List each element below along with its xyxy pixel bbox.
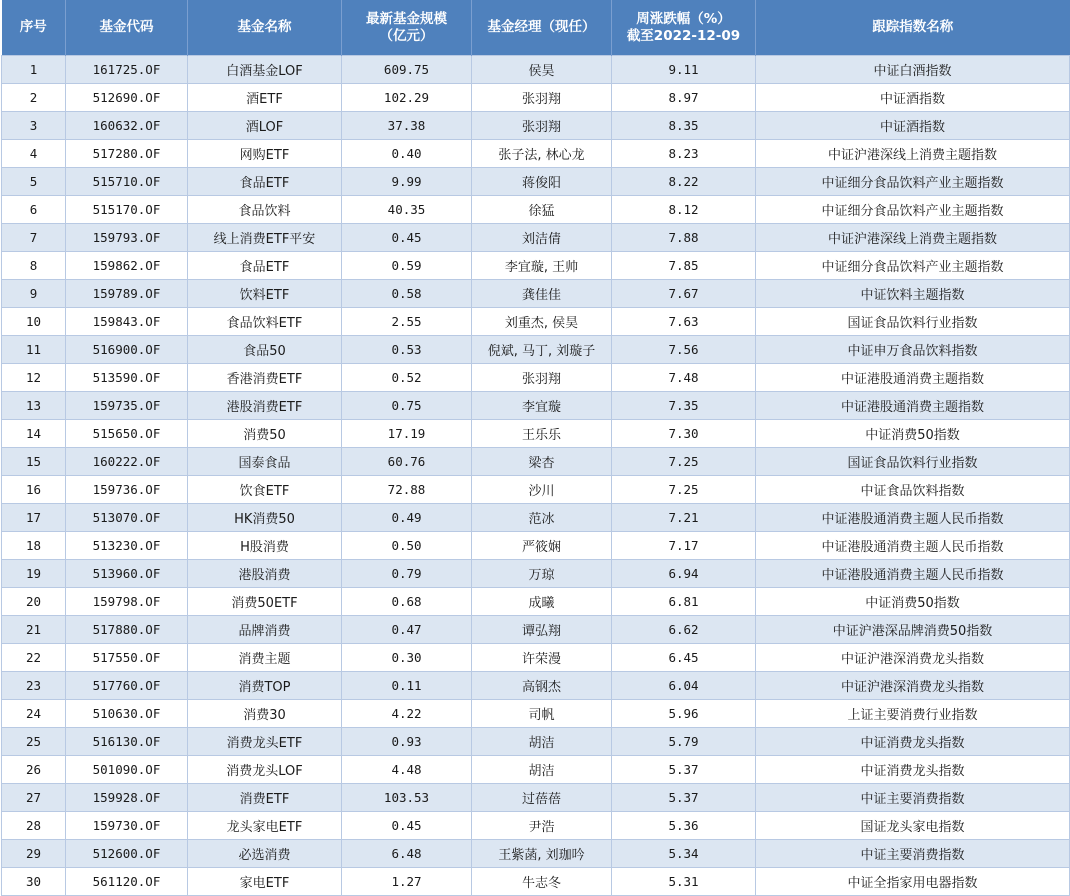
table-row <box>2 420 1070 448</box>
cell-fund-manager: 张子法, 林心龙 <box>472 140 612 168</box>
cell-fund-code: 160222.OF <box>66 448 188 476</box>
header-index <box>756 0 1070 56</box>
cell-tracking-index: 中证沪港深线上消费主题指数 <box>756 224 1070 252</box>
table-body <box>2 56 1070 896</box>
cell-fund-name: 品牌消费 <box>188 616 342 644</box>
cell-tracking-index: 中证沪港深消费龙头指数 <box>756 672 1070 700</box>
table-row <box>2 700 1070 728</box>
cell-seq: 20 <box>2 588 66 616</box>
table-row <box>2 756 1070 784</box>
cell-weekly-change: 7.88 <box>612 224 756 252</box>
cell-fund-size: 102.29 <box>342 84 472 112</box>
header-code-label: 基金代码 <box>99 19 154 35</box>
cell-weekly-change: 5.36 <box>612 812 756 840</box>
cell-weekly-change: 6.94 <box>612 560 756 588</box>
cell-seq: 28 <box>2 812 66 840</box>
table-row <box>2 644 1070 672</box>
cell-weekly-change: 7.30 <box>612 420 756 448</box>
cell-seq: 25 <box>2 728 66 756</box>
cell-weekly-change: 5.37 <box>612 756 756 784</box>
cell-weekly-change: 5.31 <box>612 868 756 896</box>
cell-fund-size: 6.48 <box>342 840 472 868</box>
cell-weekly-change: 7.25 <box>612 476 756 504</box>
cell-tracking-index: 中证港股通消费主题指数 <box>756 392 1070 420</box>
cell-fund-manager: 司帆 <box>472 700 612 728</box>
cell-fund-code: 517880.OF <box>66 616 188 644</box>
cell-seq: 6 <box>2 196 66 224</box>
cell-fund-size: 0.79 <box>342 560 472 588</box>
cell-fund-manager: 张羽翔 <box>472 84 612 112</box>
cell-fund-code: 517550.OF <box>66 644 188 672</box>
cell-fund-code: 161725.OF <box>66 56 188 84</box>
table-row <box>2 308 1070 336</box>
header-seq <box>2 0 66 56</box>
cell-fund-name: H股消费 <box>188 532 342 560</box>
cell-fund-size: 0.11 <box>342 672 472 700</box>
cell-fund-manager: 过蓓蓓 <box>472 784 612 812</box>
cell-weekly-change: 7.85 <box>612 252 756 280</box>
cell-fund-code: 517280.OF <box>66 140 188 168</box>
cell-fund-name: 港股消费 <box>188 560 342 588</box>
cell-fund-name: 消费龙头LOF <box>188 756 342 784</box>
cell-seq: 16 <box>2 476 66 504</box>
cell-weekly-change: 6.81 <box>612 588 756 616</box>
cell-fund-manager: 谭弘翔 <box>472 616 612 644</box>
cell-weekly-change: 8.97 <box>612 84 756 112</box>
cell-fund-name: 龙头家电ETF <box>188 812 342 840</box>
cell-weekly-change: 7.25 <box>612 448 756 476</box>
table-row <box>2 476 1070 504</box>
cell-fund-size: 0.53 <box>342 336 472 364</box>
cell-seq: 22 <box>2 644 66 672</box>
cell-tracking-index: 中证港股通消费主题人民币指数 <box>756 532 1070 560</box>
header-manager-label: 基金经理（现任） <box>487 19 596 35</box>
cell-fund-code: 510630.OF <box>66 700 188 728</box>
cell-fund-name: 消费TOP <box>188 672 342 700</box>
cell-fund-code: 516900.OF <box>66 336 188 364</box>
cell-fund-manager: 刘洁倩 <box>472 224 612 252</box>
cell-fund-manager: 高钢杰 <box>472 672 612 700</box>
cell-fund-name: 食品饮料ETF <box>188 308 342 336</box>
cell-fund-code: 515170.OF <box>66 196 188 224</box>
cell-fund-code: 516130.OF <box>66 728 188 756</box>
cell-tracking-index: 中证申万食品饮料指数 <box>756 336 1070 364</box>
cell-seq: 1 <box>2 56 66 84</box>
table-row <box>2 504 1070 532</box>
table-row <box>2 84 1070 112</box>
cell-fund-name: 食品ETF <box>188 252 342 280</box>
cell-fund-manager: 徐猛 <box>472 196 612 224</box>
cell-fund-size: 9.99 <box>342 168 472 196</box>
cell-tracking-index: 中证食品饮料指数 <box>756 476 1070 504</box>
cell-fund-name: 饮食ETF <box>188 476 342 504</box>
cell-tracking-index: 中证消费龙头指数 <box>756 728 1070 756</box>
table-row <box>2 616 1070 644</box>
cell-seq: 14 <box>2 420 66 448</box>
cell-seq: 8 <box>2 252 66 280</box>
cell-fund-name: 食品50 <box>188 336 342 364</box>
cell-fund-size: 4.48 <box>342 756 472 784</box>
cell-fund-size: 17.19 <box>342 420 472 448</box>
cell-fund-code: 501090.OF <box>66 756 188 784</box>
cell-seq: 12 <box>2 364 66 392</box>
cell-fund-manager: 胡洁 <box>472 756 612 784</box>
cell-fund-name: 消费50 <box>188 420 342 448</box>
cell-tracking-index: 中证主要消费指数 <box>756 784 1070 812</box>
cell-fund-manager: 成曦 <box>472 588 612 616</box>
cell-fund-code: 513230.OF <box>66 532 188 560</box>
cell-fund-size: 0.45 <box>342 812 472 840</box>
cell-fund-manager: 倪斌, 马丁, 刘璇子 <box>472 336 612 364</box>
cell-fund-size: 4.22 <box>342 700 472 728</box>
header-change-label-2: 截至2022-12-09 <box>626 27 741 44</box>
table-row <box>2 812 1070 840</box>
cell-weekly-change: 6.04 <box>612 672 756 700</box>
cell-fund-size: 0.49 <box>342 504 472 532</box>
cell-weekly-change: 7.63 <box>612 308 756 336</box>
table-row <box>2 588 1070 616</box>
table-row <box>2 532 1070 560</box>
cell-fund-name: 线上消费ETF平安 <box>188 224 342 252</box>
table-row <box>2 196 1070 224</box>
table-row <box>2 112 1070 140</box>
cell-fund-name: 消费50ETF <box>188 588 342 616</box>
table-row <box>2 392 1070 420</box>
cell-weekly-change: 8.12 <box>612 196 756 224</box>
cell-fund-name: 港股消费ETF <box>188 392 342 420</box>
cell-weekly-change: 5.96 <box>612 700 756 728</box>
cell-seq: 15 <box>2 448 66 476</box>
header-size <box>342 0 472 56</box>
cell-seq: 23 <box>2 672 66 700</box>
table-row <box>2 840 1070 868</box>
cell-tracking-index: 国证龙头家电指数 <box>756 812 1070 840</box>
header-size-label-1: 最新基金规模 <box>366 10 447 27</box>
cell-fund-name: 网购ETF <box>188 140 342 168</box>
cell-tracking-index: 国证食品饮料行业指数 <box>756 448 1070 476</box>
cell-weekly-change: 8.22 <box>612 168 756 196</box>
cell-tracking-index: 中证消费龙头指数 <box>756 756 1070 784</box>
cell-fund-manager: 蒋俊阳 <box>472 168 612 196</box>
cell-tracking-index: 中证沪港深线上消费主题指数 <box>756 140 1070 168</box>
cell-fund-code: 159730.OF <box>66 812 188 840</box>
table-row <box>2 448 1070 476</box>
cell-weekly-change: 7.48 <box>612 364 756 392</box>
cell-fund-code: 513960.OF <box>66 560 188 588</box>
cell-fund-size: 0.59 <box>342 252 472 280</box>
cell-fund-size: 0.47 <box>342 616 472 644</box>
cell-fund-manager: 许荣漫 <box>472 644 612 672</box>
cell-fund-size: 0.40 <box>342 140 472 168</box>
cell-fund-name: 消费龙头ETF <box>188 728 342 756</box>
cell-seq: 10 <box>2 308 66 336</box>
cell-fund-size: 60.76 <box>342 448 472 476</box>
cell-fund-manager: 王乐乐 <box>472 420 612 448</box>
cell-tracking-index: 中证消费50指数 <box>756 588 1070 616</box>
cell-fund-size: 0.30 <box>342 644 472 672</box>
cell-seq: 2 <box>2 84 66 112</box>
cell-fund-code: 561120.OF <box>66 868 188 896</box>
cell-fund-manager: 张羽翔 <box>472 364 612 392</box>
cell-seq: 3 <box>2 112 66 140</box>
cell-fund-code: 515710.OF <box>66 168 188 196</box>
cell-seq: 24 <box>2 700 66 728</box>
cell-fund-name: 香港消费ETF <box>188 364 342 392</box>
header-name <box>188 0 342 56</box>
cell-tracking-index: 上证主要消费行业指数 <box>756 700 1070 728</box>
table-row <box>2 560 1070 588</box>
cell-seq: 13 <box>2 392 66 420</box>
cell-tracking-index: 中证沪港深消费龙头指数 <box>756 644 1070 672</box>
cell-tracking-index: 中证沪港深品牌消费50指数 <box>756 616 1070 644</box>
cell-tracking-index: 中证港股通消费主题指数 <box>756 364 1070 392</box>
cell-fund-name: 白酒基金LOF <box>188 56 342 84</box>
cell-fund-manager: 严筱娴 <box>472 532 612 560</box>
header-index-label: 跟踪指数名称 <box>872 19 954 35</box>
cell-weekly-change: 5.79 <box>612 728 756 756</box>
cell-seq: 18 <box>2 532 66 560</box>
cell-fund-size: 0.52 <box>342 364 472 392</box>
cell-fund-code: 513070.OF <box>66 504 188 532</box>
cell-fund-size: 40.35 <box>342 196 472 224</box>
cell-fund-manager: 范冰 <box>472 504 612 532</box>
cell-tracking-index: 国证食品饮料行业指数 <box>756 308 1070 336</box>
cell-tracking-index: 中证港股通消费主题人民币指数 <box>756 504 1070 532</box>
cell-fund-manager: 刘重杰, 侯昊 <box>472 308 612 336</box>
cell-weekly-change: 7.35 <box>612 392 756 420</box>
table-row <box>2 364 1070 392</box>
cell-seq: 29 <box>2 840 66 868</box>
cell-seq: 4 <box>2 140 66 168</box>
cell-fund-name: 饮料ETF <box>188 280 342 308</box>
cell-weekly-change: 5.34 <box>612 840 756 868</box>
cell-fund-manager: 王紫菡, 刘珈吟 <box>472 840 612 868</box>
cell-weekly-change: 6.45 <box>612 644 756 672</box>
cell-weekly-change: 7.17 <box>612 532 756 560</box>
cell-fund-code: 159862.OF <box>66 252 188 280</box>
cell-fund-manager: 沙川 <box>472 476 612 504</box>
cell-fund-size: 0.58 <box>342 280 472 308</box>
header-change-label-1: 周涨跌幅（%） <box>636 10 731 27</box>
table-row <box>2 336 1070 364</box>
header-manager <box>472 0 612 56</box>
cell-fund-size: 72.88 <box>342 476 472 504</box>
cell-fund-manager: 胡洁 <box>472 728 612 756</box>
table-row <box>2 280 1070 308</box>
table-row <box>2 728 1070 756</box>
cell-fund-manager: 张羽翔 <box>472 112 612 140</box>
cell-fund-manager: 梁杏 <box>472 448 612 476</box>
cell-weekly-change: 9.11 <box>612 56 756 84</box>
cell-fund-manager: 万琼 <box>472 560 612 588</box>
cell-fund-manager: 龚佳佳 <box>472 280 612 308</box>
table-row <box>2 672 1070 700</box>
header-code <box>66 0 188 56</box>
header-name-label: 基金名称 <box>237 19 292 35</box>
cell-fund-size: 0.50 <box>342 532 472 560</box>
cell-fund-code: 159793.OF <box>66 224 188 252</box>
header-change <box>612 0 756 56</box>
cell-fund-manager: 李宜璇, 王帅 <box>472 252 612 280</box>
table-row <box>2 252 1070 280</box>
cell-fund-name: 酒LOF <box>188 112 342 140</box>
cell-fund-name: 酒ETF <box>188 84 342 112</box>
cell-fund-code: 159798.OF <box>66 588 188 616</box>
cell-fund-code: 515650.OF <box>66 420 188 448</box>
cell-fund-manager: 侯昊 <box>472 56 612 84</box>
cell-tracking-index: 中证饮料主题指数 <box>756 280 1070 308</box>
cell-weekly-change: 5.37 <box>612 784 756 812</box>
cell-tracking-index: 中证酒指数 <box>756 112 1070 140</box>
cell-tracking-index: 中证细分食品饮料产业主题指数 <box>756 196 1070 224</box>
cell-seq: 30 <box>2 868 66 896</box>
cell-weekly-change: 6.62 <box>612 616 756 644</box>
table-row <box>2 224 1070 252</box>
header-seq-label: 序号 <box>19 19 47 35</box>
cell-weekly-change: 8.23 <box>612 140 756 168</box>
cell-seq: 5 <box>2 168 66 196</box>
cell-seq: 7 <box>2 224 66 252</box>
cell-fund-code: 512600.OF <box>66 840 188 868</box>
cell-tracking-index: 中证细分食品饮料产业主题指数 <box>756 168 1070 196</box>
cell-fund-size: 0.68 <box>342 588 472 616</box>
cell-seq: 27 <box>2 784 66 812</box>
cell-tracking-index: 中证细分食品饮料产业主题指数 <box>756 252 1070 280</box>
cell-tracking-index: 中证白酒指数 <box>756 56 1070 84</box>
cell-fund-name: 消费30 <box>188 700 342 728</box>
cell-fund-code: 159736.OF <box>66 476 188 504</box>
cell-fund-size: 609.75 <box>342 56 472 84</box>
cell-tracking-index: 中证主要消费指数 <box>756 840 1070 868</box>
table-header <box>2 0 1070 56</box>
cell-weekly-change: 7.56 <box>612 336 756 364</box>
cell-seq: 21 <box>2 616 66 644</box>
fund-table <box>1 0 1070 896</box>
cell-fund-size: 103.53 <box>342 784 472 812</box>
cell-fund-name: 消费主题 <box>188 644 342 672</box>
cell-weekly-change: 8.35 <box>612 112 756 140</box>
table-row <box>2 784 1070 812</box>
table-row <box>2 868 1070 896</box>
cell-tracking-index: 中证港股通消费主题人民币指数 <box>756 560 1070 588</box>
cell-tracking-index: 中证消费50指数 <box>756 420 1070 448</box>
cell-fund-size: 0.75 <box>342 392 472 420</box>
table-row <box>2 140 1070 168</box>
table-row <box>2 56 1070 84</box>
table-row <box>2 168 1070 196</box>
cell-fund-name: 家电ETF <box>188 868 342 896</box>
cell-weekly-change: 7.21 <box>612 504 756 532</box>
cell-fund-code: 160632.OF <box>66 112 188 140</box>
cell-fund-code: 159843.OF <box>66 308 188 336</box>
cell-seq: 11 <box>2 336 66 364</box>
header-row <box>2 0 1070 56</box>
cell-fund-code: 159928.OF <box>66 784 188 812</box>
cell-seq: 19 <box>2 560 66 588</box>
cell-fund-size: 2.55 <box>342 308 472 336</box>
cell-fund-name: 消费ETF <box>188 784 342 812</box>
cell-seq: 26 <box>2 756 66 784</box>
cell-fund-size: 1.27 <box>342 868 472 896</box>
cell-seq: 17 <box>2 504 66 532</box>
cell-fund-manager: 李宜璇 <box>472 392 612 420</box>
cell-fund-name: 食品ETF <box>188 168 342 196</box>
cell-fund-code: 513590.OF <box>66 364 188 392</box>
header-size-label-2: （亿元） <box>379 27 434 44</box>
cell-fund-code: 512690.OF <box>66 84 188 112</box>
cell-fund-manager: 牛志冬 <box>472 868 612 896</box>
cell-seq: 9 <box>2 280 66 308</box>
cell-fund-name: 国泰食品 <box>188 448 342 476</box>
cell-fund-name: 食品饮料 <box>188 196 342 224</box>
cell-fund-code: 517760.OF <box>66 672 188 700</box>
cell-fund-size: 37.38 <box>342 112 472 140</box>
cell-fund-name: 必选消费 <box>188 840 342 868</box>
cell-weekly-change: 7.67 <box>612 280 756 308</box>
cell-tracking-index: 中证全指家用电器指数 <box>756 868 1070 896</box>
cell-fund-manager: 尹浩 <box>472 812 612 840</box>
cell-fund-code: 159789.OF <box>66 280 188 308</box>
cell-fund-size: 0.45 <box>342 224 472 252</box>
cell-tracking-index: 中证酒指数 <box>756 84 1070 112</box>
cell-fund-size: 0.93 <box>342 728 472 756</box>
cell-fund-code: 159735.OF <box>66 392 188 420</box>
cell-fund-name: HK消费50 <box>188 504 342 532</box>
